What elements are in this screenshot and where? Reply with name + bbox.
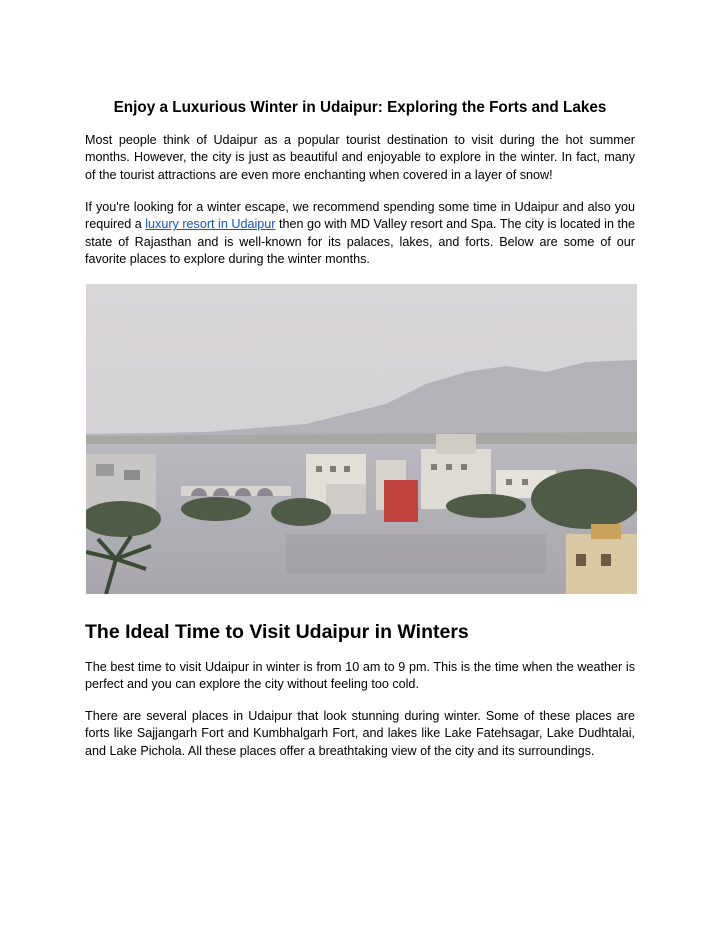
ideal-time-paragraph: The best time to visit Udaipur in winter is from 10 am to 9 pm. This is the time when the weather is perfect and you can explore the city without feeling too cold.	[85, 660, 635, 692]
resort-paragraph	[85, 199, 635, 268]
resort-paragraph-text-before: If you're looking for a winter escape, we recommend spending some time in Udaipur and also you required a	[85, 200, 635, 232]
intro-paragraph: Most people think of Udaipur as a popular tourist destination to visit during the hot summer months. However, the city is just as beautiful and enjoyable to explore in the winter. In fact, many of the tourist attractions are even more enchanting when covered in a layer of snow!	[85, 133, 635, 182]
luxury-resort-link[interactable]: luxury resort in Udaipur	[145, 217, 276, 232]
lake-city-photo	[86, 284, 637, 594]
resort-paragraph-text-after: then go with MD Valley resort and Spa. The city is located in the state of Rajasthan and is well-known for its palaces, lakes, and forts. Below are some of our favorite places to explore during the winter months.	[85, 217, 635, 266]
section-heading: The Ideal Time to Visit Udaipur in Winters	[85, 621, 469, 643]
places-paragraph: There are several places in Udaipur that look stunning during winter. Some of these places are forts like Sajjangarh Fort and Kumbhalgarh Fort, and lakes like Lake Fatehsagar, Lake Dudhtalai, and Lake Pichola. All these places offer a breathtaking view of the city and its surroundings.	[85, 709, 635, 758]
document-title: Enjoy a Luxurious Winter in Udaipur: Exploring the Forts and Lakes	[113, 99, 607, 116]
